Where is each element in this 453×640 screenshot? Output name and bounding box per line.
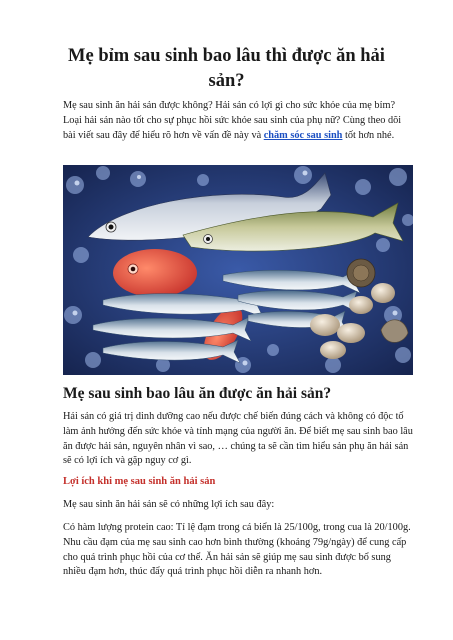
care-after-birth-link[interactable]: chăm sóc sau sinh xyxy=(263,129,343,141)
benefits-subheading: Lợi ích khi mẹ sau sinh ăn hải sản xyxy=(63,476,216,487)
section-paragraph: Hải sản có giá trị dinh dưỡng cao nếu được chế biến đúng cách và không có độc tố làm ảnh hưởng đến sức khỏe và tính mạng của người ăn. Để biết mẹ sau sinh bao lâu ăn được hải sản, nguyên nhân vì sao, … chúng ta sẽ cần tìm hiểu sản phụ ăn hải sản sẽ có lợi ích và gặp nguy cơ gì. xyxy=(63,411,413,467)
section-heading: Mẹ sau sinh bao lâu ăn được ăn hải sản? xyxy=(63,385,332,402)
benefits-intro-paragraph: Mẹ sau sinh ăn hải sản sẽ có những lợi ích sau đây: xyxy=(63,499,275,510)
intro-text-end: tốt hơn nhé. xyxy=(342,129,395,141)
protein-benefit-paragraph: Có hàm lượng protein cao: Tỉ lệ đạm trong cá biển là 25/100g, trong cua là 20/100g. Nhu cầu đạm của mẹ sau sinh cao hơn bình thường (khoảng 79g/ngày) để cung cấp cho quá trình phục hồi của cơ thể. Ăn hải sản sẽ giúp mẹ sau sinh được bổ sung nhiều đạm hơn, thúc đẩy quá trình phục hồi diễn ra nhanh hơn. xyxy=(63,522,411,578)
seafood-on-ice-photo xyxy=(63,165,413,375)
intro-text: Mẹ sau sinh ăn hải sản được không? Hải sản có lợi gì cho sức khỏe của mẹ bỉm? Loại hải sản nào tốt cho sự phục hồi sức khỏe sau sinh của phụ nữ? Cùng theo dõi bài viết sau đây để hiểu rõ hơn về vấn đề này và xyxy=(63,100,402,141)
article-title: Mẹ bỉm sau sinh bao lâu thì được ăn hải sản? xyxy=(68,46,385,91)
intro-paragraph xyxy=(63,99,413,143)
